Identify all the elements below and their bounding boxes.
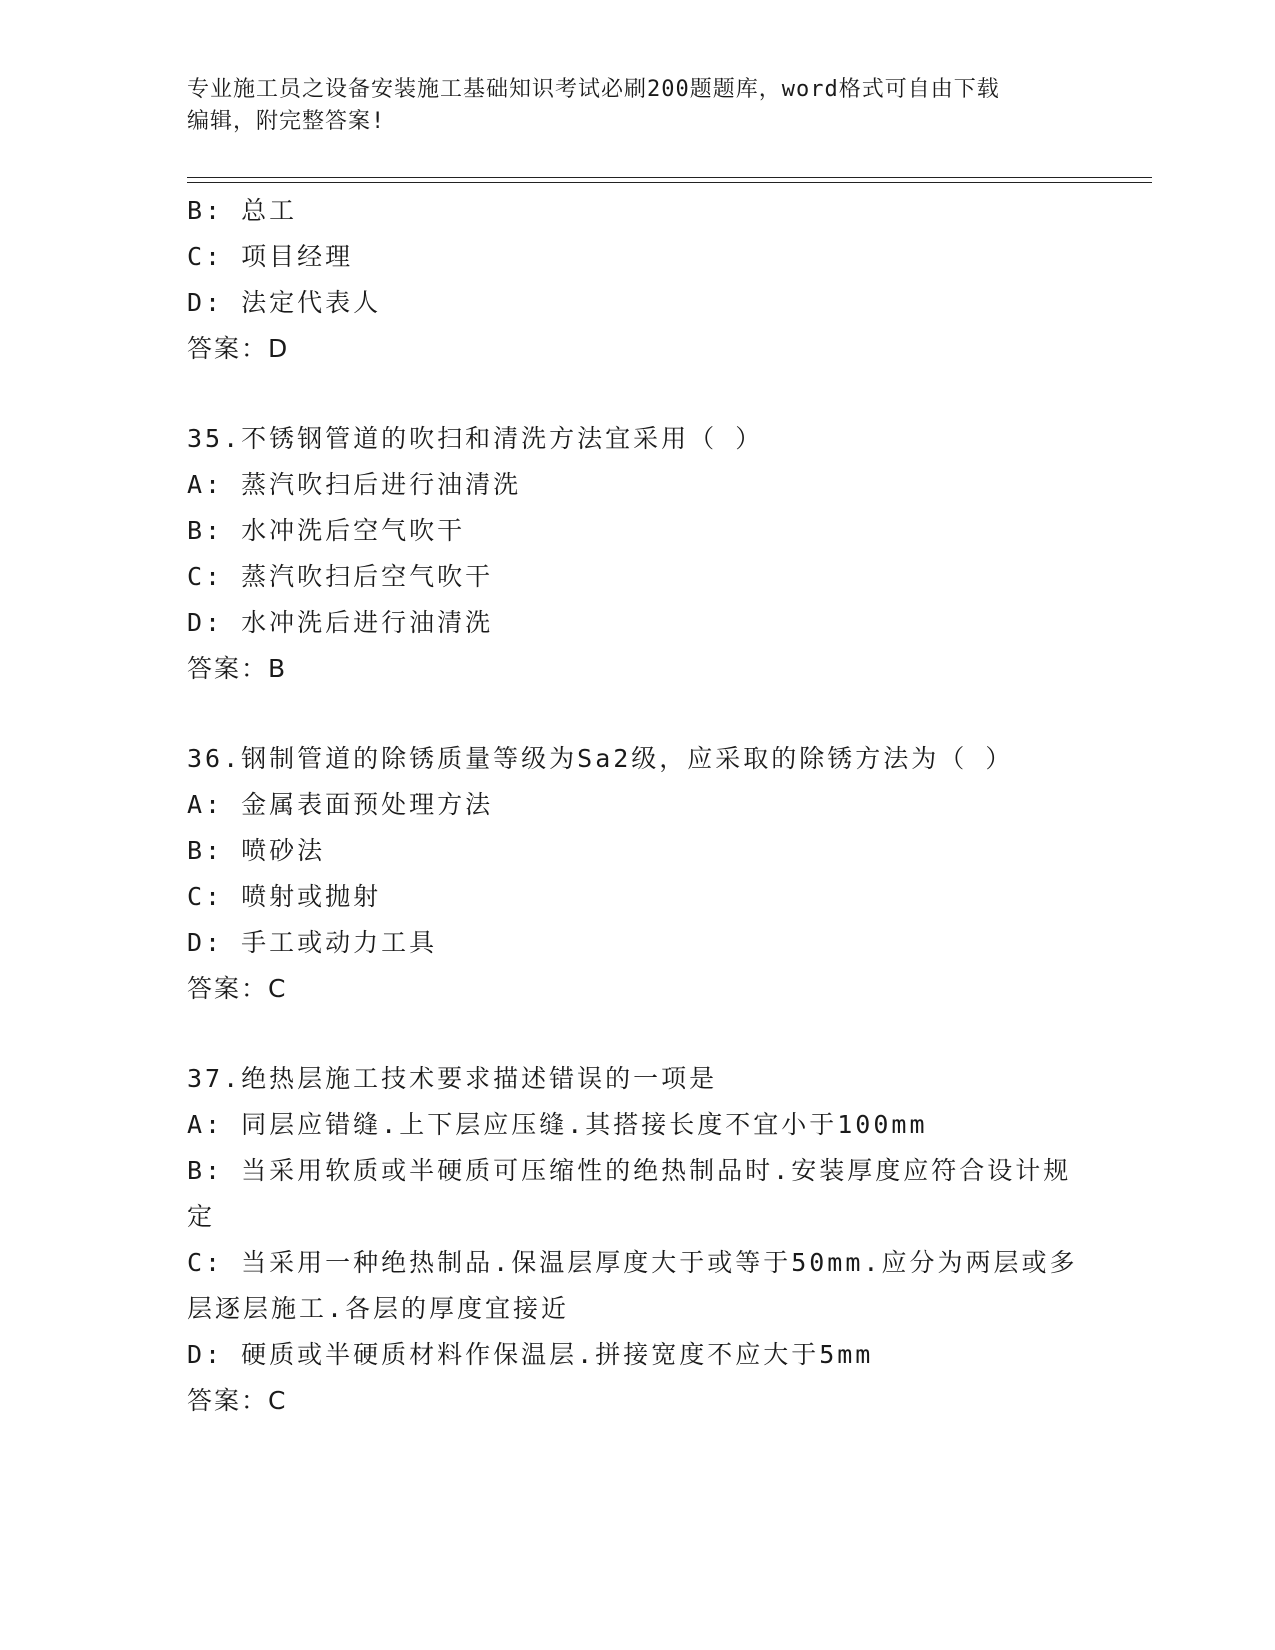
- document-header: [187, 74, 1067, 138]
- option-b: B: 水冲洗后空气吹干: [187, 516, 466, 545]
- answer-line: 答案：B: [187, 654, 288, 683]
- spacer: [187, 692, 1087, 736]
- question-stem: 35.不锈钢管道的吹扫和清洗方法宜采用（ ）: [187, 424, 764, 453]
- question-stem: 36.钢制管道的除锈质量等级为Sa2级，应采取的除锈方法为（ ）: [187, 744, 1014, 773]
- option-d: D: 法定代表人: [187, 288, 382, 317]
- option-c: C: 喷射或抛射: [187, 882, 382, 911]
- answer-line: 答案：C: [187, 974, 288, 1003]
- option-a: A: 蒸汽吹扫后进行油清洗: [187, 470, 522, 499]
- question-37: [187, 1056, 1087, 1424]
- option-d: D: 水冲洗后进行油清洗: [187, 608, 494, 637]
- question-stem: 37.绝热层施工技术要求描述错误的一项是: [187, 1064, 718, 1093]
- option-c: C: 蒸汽吹扫后空气吹干: [187, 562, 494, 591]
- option-c: C: 当采用一种绝热制品.保温层厚度大于或等于50mm.应分为两层或多层逐层施工.各层的厚度宜接近: [187, 1248, 1078, 1323]
- option-b: B: 喷砂法: [187, 836, 326, 865]
- option-d: D: 手工或动力工具: [187, 928, 438, 957]
- question-36: [187, 736, 1087, 1012]
- question-35: [187, 416, 1087, 692]
- option-a: A: 金属表面预处理方法: [187, 790, 494, 819]
- spacer: [187, 1012, 1087, 1056]
- answer-line: 答案：D: [187, 334, 290, 363]
- option-c: C: 项目经理: [187, 242, 354, 271]
- header-title-line-2: 编辑，附完整答案!: [187, 109, 386, 134]
- answer-line: 答案：C: [187, 1386, 288, 1415]
- header-divider-bottom: [187, 182, 1152, 183]
- document-body: [187, 188, 1087, 1424]
- header-title-line-1: 专业施工员之设备安装施工基础知识考试必刷200题题库，word格式可自由下载: [187, 77, 1000, 102]
- option-a: A: 同层应错缝.上下层应压缝.其搭接长度不宜小于100mm: [187, 1110, 928, 1139]
- spacer: [187, 372, 1087, 416]
- option-b: B: 总工: [187, 196, 298, 225]
- option-d: D: 硬质或半硬质材料作保温层.拼接宽度不应大于5mm: [187, 1340, 874, 1369]
- option-b: B: 当采用软质或半硬质可压缩性的绝热制品时.安装厚度应符合设计规定: [187, 1156, 1072, 1231]
- question-fragment: [187, 188, 1087, 372]
- header-divider-top: [187, 177, 1152, 178]
